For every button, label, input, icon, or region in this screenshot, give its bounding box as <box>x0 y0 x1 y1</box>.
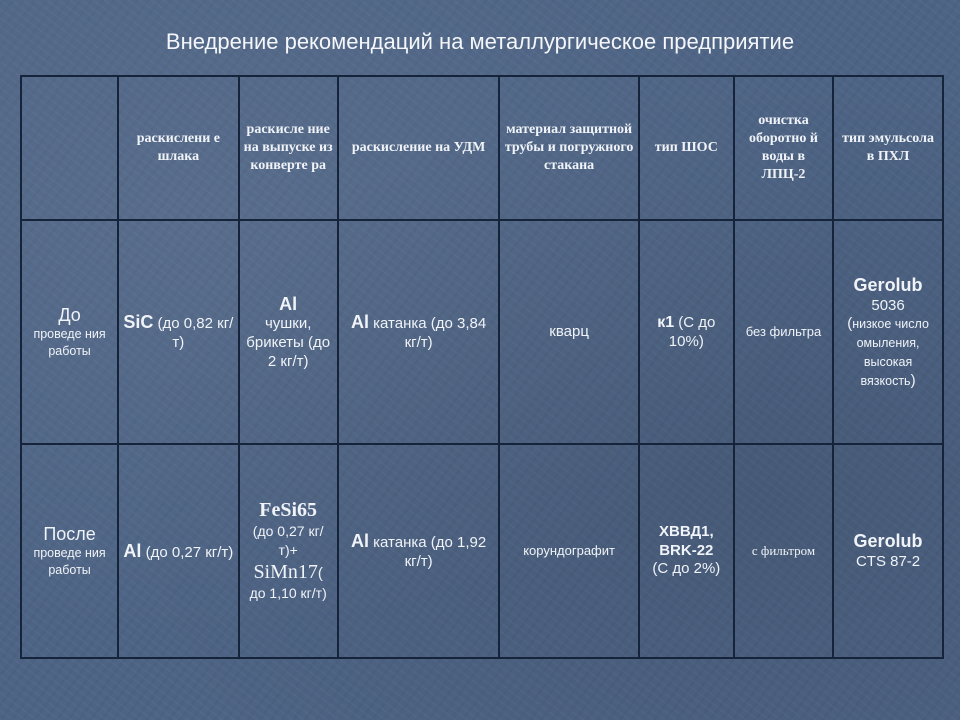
cell-text: чушки, брикеты (до 2 кг/т) <box>246 315 331 370</box>
cell-bold-text: FeSi65 <box>259 498 318 521</box>
cell-bold-text: Al <box>350 312 369 333</box>
cell-material-after: корундографит <box>499 444 638 658</box>
cell-slag-before <box>118 220 238 444</box>
header-emulsol-type: тип эмульсола в ПХЛ <box>833 76 943 220</box>
open-paren: ( <box>847 315 853 333</box>
table-row <box>21 220 943 444</box>
cell-text: (до 0,82 кг/т) <box>153 315 234 351</box>
cell-emulsol-after <box>833 444 943 658</box>
cell-text: (до 0,27 кг/т)+ <box>252 522 324 558</box>
cell-text: катанка (до 1,92 кг/т) <box>368 534 487 570</box>
cell-water-after: с фильтром <box>734 444 833 658</box>
cell-text: (С до 2%) <box>652 560 721 578</box>
row-label-main: После <box>43 523 96 544</box>
cell-emulsol-before <box>833 220 943 444</box>
close-paren: ) <box>910 371 916 389</box>
header-shos-type: тип ШОС <box>639 76 734 220</box>
cell-bold-text: Al <box>123 540 142 561</box>
cell-text: (С до 10%) <box>668 313 716 350</box>
header-udm-deoxidation: раскисление на УДМ <box>338 76 500 220</box>
corner-cell <box>21 76 118 220</box>
header-tube-material: материал защитной трубы и погружного стакана <box>499 76 638 220</box>
table-row <box>21 444 943 658</box>
row-label-before <box>21 220 118 444</box>
cell-bold-text: к1 <box>657 313 675 331</box>
cell-text: (до 0,27 кг/т) <box>141 543 234 561</box>
cell-slag-after <box>118 444 238 658</box>
cell-small-text: низкое число омыления, высокая вязкость <box>852 317 929 388</box>
cell-bold-text: Gerolub <box>853 274 923 295</box>
row-label-sub: проведе ния работы <box>33 546 106 578</box>
cell-udm-before <box>338 220 500 444</box>
open-paren: ( <box>317 565 323 583</box>
comparison-table <box>20 75 944 659</box>
cell-text: CTS 87-2 <box>855 553 921 570</box>
header-slag-deoxidation: раскислени е шлака <box>118 76 238 220</box>
cell-text: катанка (до 3,84 кг/т) <box>368 315 487 351</box>
cell-bold-text: SiC <box>123 312 154 333</box>
cell-shos-before <box>639 220 734 444</box>
row-label-after <box>21 444 118 658</box>
cell-material-before: кварц <box>499 220 638 444</box>
cell-water-before: без фильтра <box>734 220 833 444</box>
cell-bold-text: Al <box>350 531 369 552</box>
cell-bold-text: Gerolub <box>853 531 923 552</box>
header-water-cleaning: очистка оборотно й воды в ЛПЦ-2 <box>734 76 833 220</box>
header-outlet-deoxidation: раскисле ние на выпуске из конверте ра <box>239 76 338 220</box>
slide-title: Внедрение рекомендаций на металлургическое предприятие <box>165 29 795 54</box>
cell-bold-text: Al <box>279 293 298 314</box>
cell-outlet-after <box>239 444 338 658</box>
cell-bold-text: ХВВД1, BRK-22 <box>658 522 714 559</box>
row-label-main: До <box>58 304 81 325</box>
cell-text: до 1,10 кг/т) <box>249 585 327 602</box>
cell-text: 5036 <box>871 296 905 314</box>
table-header-row <box>21 76 943 220</box>
cell-serif-text: SiMn17 <box>253 561 318 584</box>
cell-udm-after <box>338 444 500 658</box>
cell-outlet-before <box>239 220 338 444</box>
row-label-sub: проведе ния работы <box>33 327 106 359</box>
cell-shos-after <box>639 444 734 658</box>
